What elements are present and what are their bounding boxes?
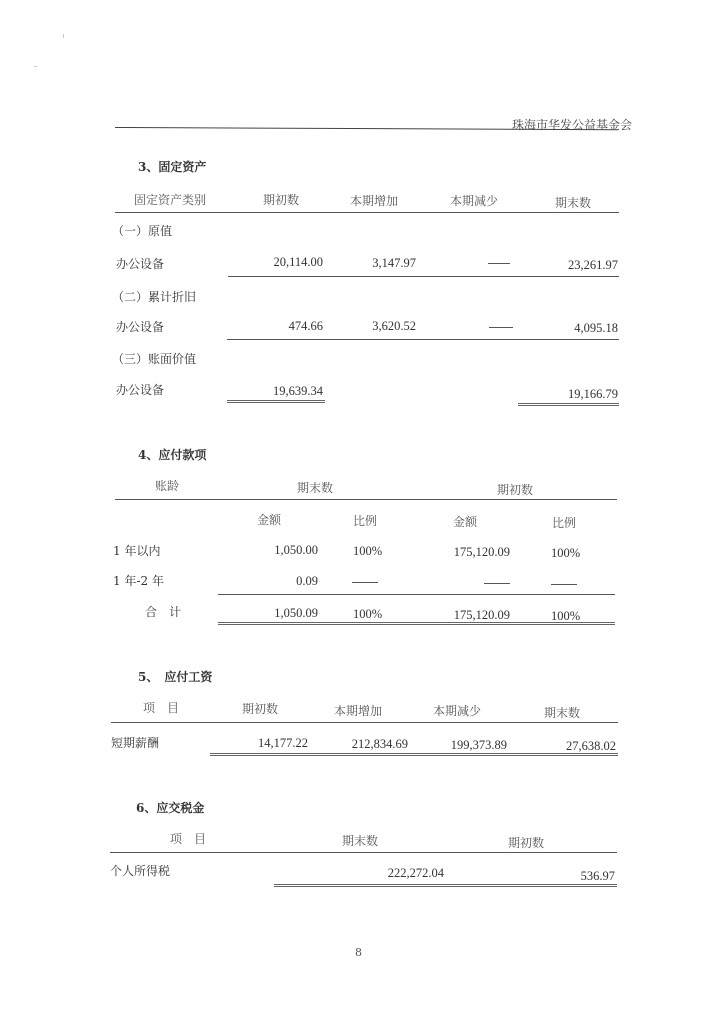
subheader: 比例 (353, 514, 378, 528)
column-header: 期末数 (297, 481, 334, 495)
table-header-rule (115, 499, 617, 500)
column-header: 期末数 (555, 196, 592, 210)
total-label: 合 计 (145, 605, 182, 619)
total-double-rule (210, 753, 618, 756)
row-label: 1 年-2 年 (113, 574, 164, 588)
column-header: 期初数 (242, 702, 279, 716)
table-header-rule (111, 722, 618, 723)
total-closing-ratio: 100% (353, 607, 383, 621)
total-opening-ratio: 100% (551, 609, 581, 623)
column-header: 本期减少 (450, 194, 499, 208)
column-header: 账龄 (155, 479, 180, 493)
cell-closing: 4,095.18 (574, 321, 618, 335)
column-header: 本期减少 (433, 704, 482, 718)
subheader: 比例 (552, 516, 577, 530)
row-label: 办公设备 (116, 320, 165, 334)
cell-increase: 3,147.97 (372, 256, 416, 270)
cell-closing-amount: 0.09 (296, 574, 318, 588)
group-label: （三）账面价值 (112, 352, 197, 366)
cell-closing: 27,638.02 (566, 739, 616, 753)
total-double-rule (274, 884, 617, 887)
table-header-rule (110, 852, 617, 853)
section-title-fixed-assets: 3、固定资产 (138, 160, 207, 174)
cell-closing: 222,272.04 (387, 866, 444, 880)
cell-decrease: 199,373.89 (450, 738, 507, 752)
subheader: 金额 (257, 513, 282, 527)
column-header: 期初数 (508, 836, 545, 850)
column-header: 项 目 (170, 832, 207, 846)
total-double-rule (218, 622, 615, 625)
section-title-wages: 5、 应付工资 (138, 670, 213, 684)
scan-mark (34, 66, 37, 67)
column-header: 期末数 (544, 706, 581, 720)
row-rule (227, 339, 619, 340)
page-number: 8 (355, 946, 362, 959)
cell-decrease-dash (489, 327, 513, 328)
cell-opening-amount: 175,120.09 (453, 545, 510, 559)
row-rule (228, 276, 619, 277)
cell-closing-ratio: 100% (353, 544, 383, 558)
section-title-payables: 4、应付款项 (138, 448, 207, 462)
cell-opening: 14,177.22 (258, 736, 308, 750)
column-header: 期初数 (497, 483, 534, 497)
cell-increase: 3,620.52 (372, 319, 416, 333)
scan-mark (63, 34, 64, 38)
column-header: 固定资产类别 (134, 193, 207, 207)
organization-name: 珠海市华发公益基金会 (511, 118, 632, 132)
cell-opening: 19,639.34 (273, 384, 323, 398)
column-header: 项 目 (143, 701, 180, 715)
group-label: （一）原值 (112, 224, 173, 238)
column-header: 本期增加 (334, 704, 383, 718)
cell-dash (484, 583, 510, 584)
column-header: 期初数 (263, 193, 300, 207)
cell-dash (551, 584, 577, 585)
cell-opening-ratio: 100% (551, 546, 581, 560)
total-double-rule (227, 400, 325, 403)
total-opening-amount: 175,120.09 (453, 608, 510, 622)
cell-opening: 474.66 (288, 319, 323, 333)
total-double-rule (518, 403, 619, 406)
column-header: 期末数 (342, 834, 379, 848)
cell-opening: 536.97 (580, 869, 615, 883)
row-label: 1 年以内 (113, 544, 161, 558)
group-label: （二）累计折旧 (112, 290, 197, 304)
row-rule (218, 594, 615, 595)
cell-increase: 212,834.69 (351, 737, 408, 751)
subheader: 金额 (453, 515, 478, 529)
row-label: 办公设备 (116, 257, 165, 271)
cell-opening: 20,114.00 (273, 255, 323, 269)
cell-closing-amount: 1,050.00 (274, 543, 318, 557)
row-label: 短期薪酬 (111, 736, 160, 750)
section-title-taxes: 6、应交税金 (136, 801, 205, 815)
cell-decrease-dash (488, 263, 510, 264)
total-closing-amount: 1,050.09 (274, 606, 318, 620)
column-header: 本期增加 (350, 194, 399, 208)
cell-closing: 19,166.79 (568, 387, 618, 401)
table-header-rule (115, 212, 619, 213)
cell-closing: 23,261.97 (568, 258, 618, 272)
row-label: 办公设备 (116, 383, 165, 397)
cell-dash (352, 582, 378, 583)
row-label: 个人所得税 (110, 864, 171, 878)
